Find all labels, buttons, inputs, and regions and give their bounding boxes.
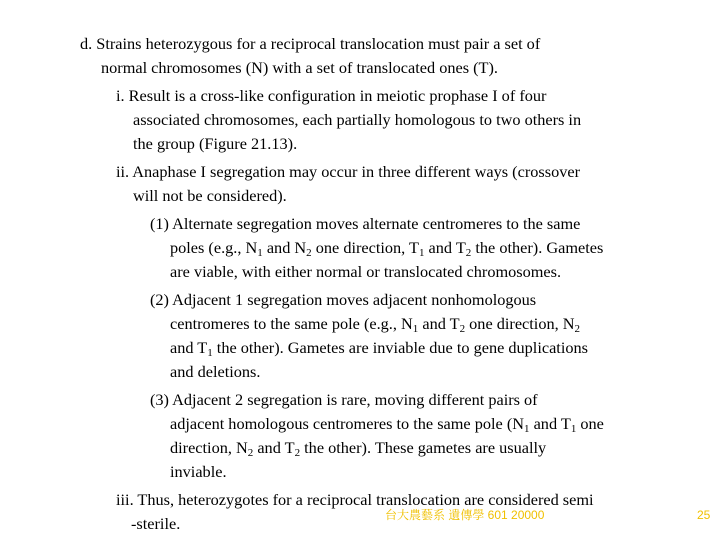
item-d-line-1: d. Strains heterozygous for a reciprocal translocation must pair a set of — [80, 34, 541, 53]
item-3-line-2: adjacent homologous centromeres to the same pole ($N_1$ and $T_1$ one — [170, 414, 604, 435]
item-ii-line-1: ii. Anaphase I segregation may occur in three different ways (crossover — [116, 162, 580, 181]
item-2-line-2: centromeres to the same pole (e.g., $N_1$ and $T_2$ one direction, $N_2$ — [170, 314, 581, 335]
item-i-line-3: the group (Figure 21.13). — [133, 134, 298, 153]
item-2-line-3: and $T_1$ the other). Gametes are inviable due to gene duplications — [170, 338, 588, 359]
item-i-line-2: associated chromosomes, each partially homologous to two others in — [133, 110, 582, 129]
item-1-line-3: are viable, with either normal or translocated chromosomes. — [170, 262, 562, 281]
item-2-line-4: and deletions. — [170, 362, 261, 381]
item-i-line-1: i. Result is a cross-like configuration in meiotic prophase I of four — [116, 86, 547, 105]
slide-page-number: 25 — [697, 508, 711, 522]
item-3-line-3: direction, $N_2$ and $T_2$ the other). These gametes are usually — [170, 438, 547, 459]
footer-course-label: 台大農藝系 遺傳學 601 20000 — [385, 508, 545, 522]
item-3-line-4: inviable. — [170, 462, 227, 481]
item-iii-line-2: -sterile. — [131, 514, 181, 533]
item-iii-line-1: iii. Thus, heterozygotes for a reciprocal translocation are considered semi — [116, 490, 594, 509]
item-ii-line-2: will not be considered). — [133, 186, 287, 205]
item-3-line-1: (3) Adjacent 2 segregation is rare, moving different pairs of — [150, 390, 538, 409]
item-d-line-2: normal chromosomes (N) with a set of translocated ones (T). — [101, 58, 498, 77]
item-1-line-1: (1) Alternate segregation moves alternate centromeres to the same — [150, 214, 581, 233]
item-1-line-2: poles (e.g., $N_1$ and $N_2$ one direction, $T_1$ and $T_2$ the other). Gametes — [170, 238, 604, 259]
item-2-line-1: (2) Adjacent 1 segregation moves adjacent nonhomologous — [150, 290, 537, 309]
